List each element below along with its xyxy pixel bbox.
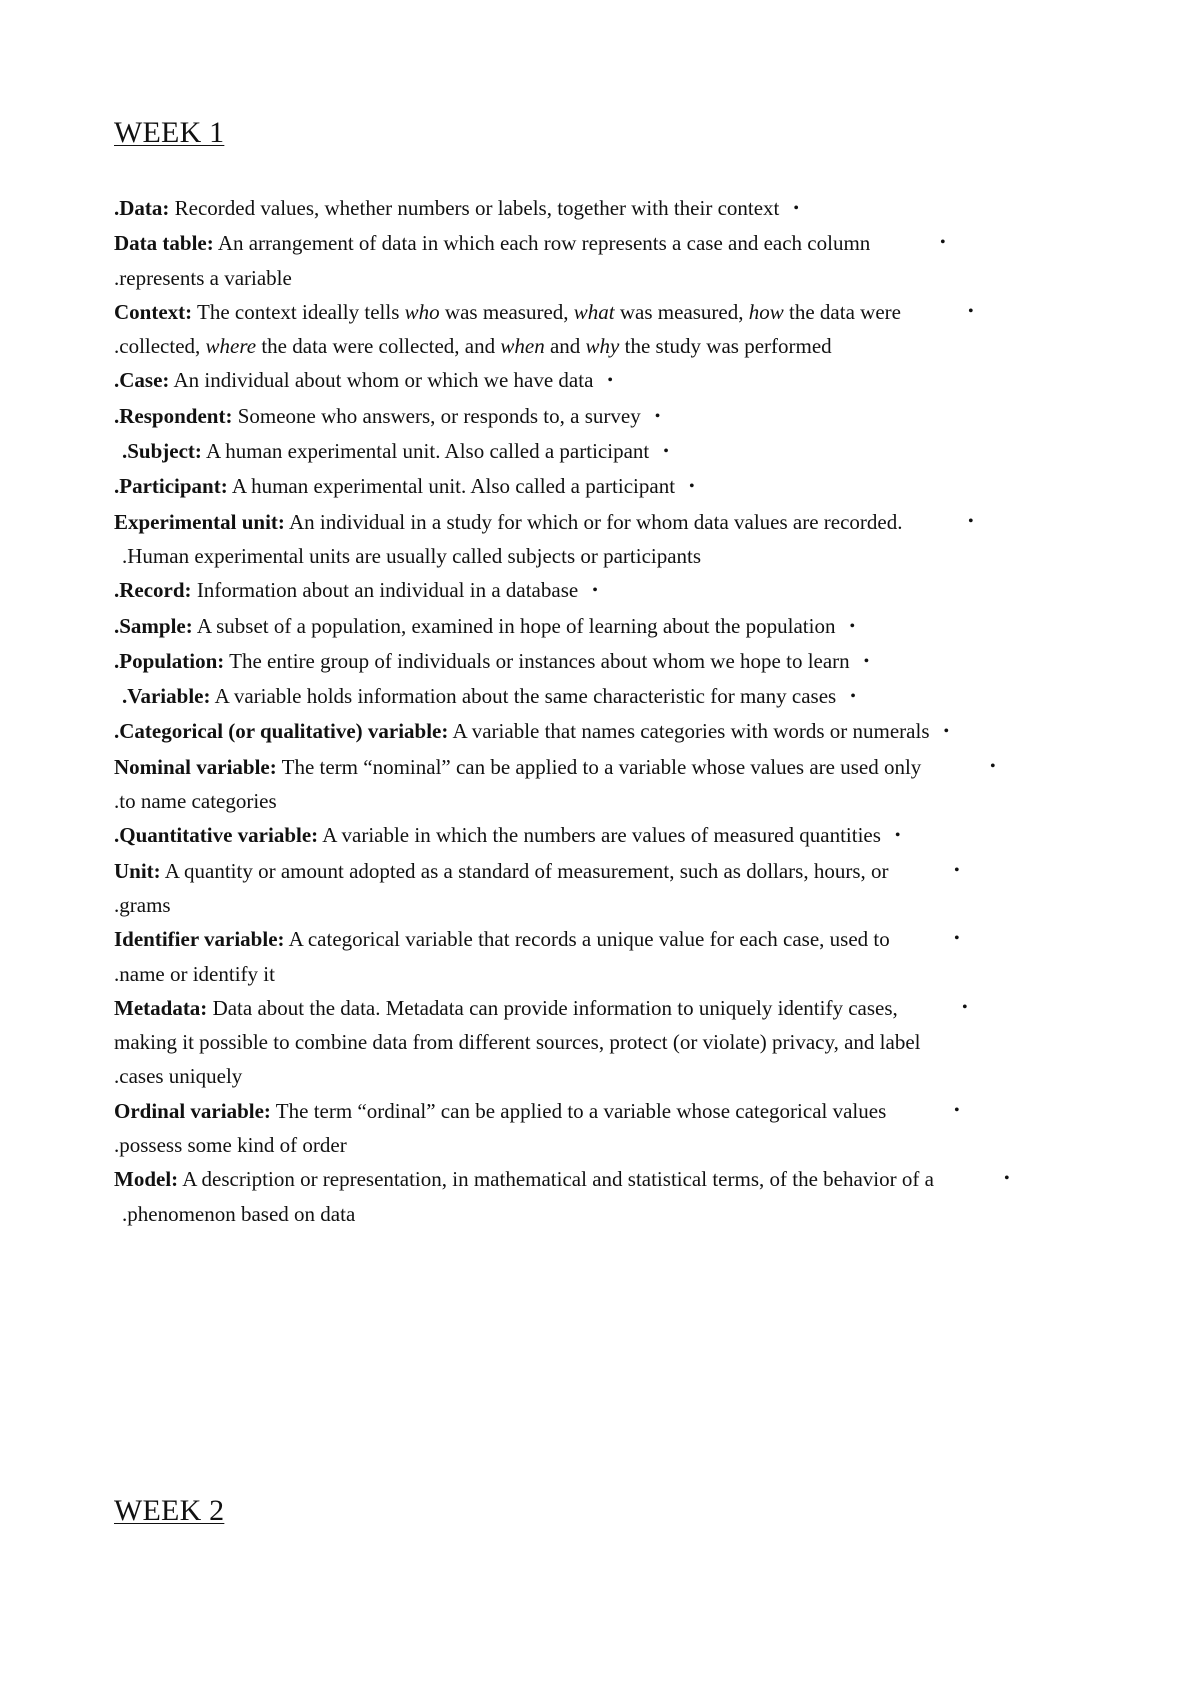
- entry-line: [114, 679, 1114, 714]
- emphasis-who: who: [404, 299, 440, 324]
- bullet-icon: •: [849, 617, 856, 635]
- entry-definition: the data were: [783, 299, 901, 324]
- glossary-entry-record: [114, 573, 1114, 608]
- glossary-entry-model: [114, 1162, 1114, 1231]
- entry-line: [114, 363, 1114, 398]
- glossary-entry-experimental-unit: [114, 505, 1114, 574]
- entry-term: Unit:: [114, 858, 161, 883]
- glossary-entry-sample: [114, 609, 1114, 644]
- entry-term: Identifier variable:: [114, 927, 285, 952]
- entry-term: .Subject:: [122, 439, 202, 464]
- entry-term: .Participant:: [114, 474, 228, 499]
- entry-term: Context:: [114, 299, 193, 324]
- entry-definition: A quantity or amount adopted as a standard of measurement, such as dollars, hours, or: [160, 858, 889, 883]
- bullet-icon: •: [968, 512, 974, 530]
- emphasis-why: why: [585, 334, 620, 359]
- entry-line-continued: .name or identify it: [114, 961, 275, 986]
- emphasis-how: how: [748, 299, 784, 324]
- entry-term: Experimental unit:: [114, 509, 285, 534]
- glossary-entry-data-table: [114, 226, 1114, 295]
- entry-definition: The term “ordinal” can be applied to a variable whose categorical values: [270, 1098, 887, 1123]
- entry-definition: Information about an individual in a database: [191, 578, 579, 603]
- glossary-entry-quantitative-variable: [114, 818, 1114, 853]
- entry-line: [114, 295, 1114, 329]
- entry-definition: A variable holds information about the same characteristic for many cases: [210, 684, 837, 709]
- entry-line: [114, 818, 1114, 853]
- glossary-entry-identifier-variable: [114, 922, 1114, 991]
- bullet-icon: •: [954, 930, 960, 948]
- entry-definition: A categorical variable that records a unique value for each case, used to: [284, 927, 890, 952]
- entry-term: .Quantitative variable:: [114, 823, 319, 848]
- glossary-entry-participant: [114, 469, 1114, 504]
- entry-line-continued: .to name categories: [114, 789, 277, 814]
- entry-definition: Data about the data. Metadata can provide information to uniquely identify cases,: [207, 995, 898, 1020]
- entry-line-continued: .grams: [114, 892, 171, 917]
- entry-definition: An arrangement of data in which each row represents a case and each column: [213, 231, 871, 256]
- glossary-list: [114, 191, 1114, 1231]
- glossary-entry-nominal-variable: [114, 750, 1114, 819]
- entry-line: [114, 399, 1114, 434]
- entry-line: [114, 573, 1114, 608]
- entry-term: .Data:: [114, 196, 170, 220]
- entry-definition: The context ideally tells: [192, 299, 405, 324]
- bullet-icon: •: [940, 234, 946, 252]
- entry-definition: A subset of a population, examined in hope of learning about the population: [192, 613, 836, 638]
- glossary-entry-unit: [114, 854, 1114, 923]
- emphasis-what: what: [573, 299, 615, 324]
- entry-line-continued: making it possible to combine data from different sources, protect (or violate) privacy, and label: [114, 1030, 921, 1055]
- entry-term: .Record:: [114, 578, 192, 603]
- entry-definition: was measured,: [614, 299, 749, 324]
- bullet-icon: •: [654, 407, 661, 425]
- entry-definition: Someone who answers, or responds to, a survey: [232, 403, 641, 428]
- entry-definition: An individual in a study for which or for whom data values are recorded.: [284, 509, 903, 534]
- glossary-entry-subject: [114, 434, 1114, 469]
- bullet-icon: •: [990, 757, 996, 775]
- glossary-entry-respondent: [114, 399, 1114, 434]
- glossary-entry-variable: [114, 679, 1114, 714]
- entry-definition: Recorded values, whether numbers or labels, together with their context: [169, 196, 780, 220]
- entry-term: Metadata:: [114, 995, 208, 1020]
- entry-definition: A human experimental unit. Also called a participant: [227, 474, 676, 499]
- week-2-heading: WEEK 2: [114, 1494, 225, 1527]
- entry-term: .Variable:: [122, 684, 211, 709]
- bullet-icon: •: [850, 688, 856, 706]
- entry-definition: A description or representation, in mathematical and statistical terms, of the behavior of a: [178, 1167, 934, 1192]
- entry-term: .Respondent:: [114, 403, 233, 428]
- entry-term: .Categorical (or qualitative) variable:: [114, 719, 449, 744]
- entry-line: [114, 750, 1114, 784]
- entry-line: [114, 226, 1114, 260]
- glossary-entry-data: [114, 191, 1114, 226]
- entry-line: [114, 644, 1114, 679]
- entry-term: Ordinal variable:: [114, 1098, 271, 1123]
- glossary-entry-case: [114, 363, 1114, 398]
- entry-line: [114, 469, 1114, 504]
- entry-line: [114, 714, 1114, 749]
- bullet-icon: •: [607, 372, 614, 390]
- emphasis-where: where: [205, 334, 257, 359]
- entry-term: .Case:: [114, 368, 170, 393]
- entry-line-continued: [114, 329, 1114, 363]
- glossary-entry-context: [114, 295, 1114, 364]
- entry-definition: The entire group of individuals or instances about whom we hope to learn: [224, 648, 850, 673]
- entry-line: [114, 1094, 1114, 1128]
- bullet-icon: •: [592, 582, 598, 600]
- entry-term: .Population:: [114, 648, 225, 673]
- entry-line-continued: .phenomenon based on data: [122, 1201, 356, 1226]
- entry-line: [114, 854, 1114, 888]
- entry-definition: the study was performed: [619, 334, 832, 359]
- entry-definition: A variable that names categories with words or numerals: [448, 719, 930, 744]
- bullet-icon: •: [863, 652, 870, 670]
- week-1-heading: WEEK 1: [114, 116, 225, 149]
- entry-definition: .collected,: [114, 334, 206, 359]
- emphasis-when: when: [500, 334, 545, 359]
- bullet-icon: •: [689, 478, 695, 496]
- entry-line: [114, 434, 1114, 469]
- entry-definition: and: [544, 334, 586, 359]
- bullet-icon: •: [793, 200, 799, 217]
- entry-definition: An individual about whom or which we have data: [169, 368, 594, 393]
- entry-line-continued: .Human experimental units are usually called subjects or participants: [122, 543, 702, 568]
- glossary-entry-ordinal-variable: [114, 1094, 1114, 1163]
- entry-term: Data table:: [114, 231, 214, 256]
- entry-line: [114, 191, 1114, 226]
- bullet-icon: •: [1004, 1170, 1010, 1188]
- entry-definition: A variable in which the numbers are values of measured quantities: [318, 823, 881, 848]
- entry-definition: was measured,: [439, 299, 574, 324]
- bullet-icon: •: [943, 723, 950, 741]
- entry-line-continued: .possess some kind of order: [114, 1133, 347, 1158]
- entry-term: Model:: [114, 1167, 179, 1192]
- bullet-icon: •: [962, 998, 968, 1016]
- entry-definition: the data were collected, and: [256, 334, 501, 359]
- entry-definition: The term “nominal” can be applied to a variable whose values are used only: [276, 754, 922, 779]
- entry-term: .Sample:: [114, 613, 193, 638]
- entry-line-continued: .represents a variable: [114, 265, 292, 290]
- entry-line: [114, 1162, 1114, 1196]
- entry-line: [114, 609, 1114, 644]
- entry-line: [114, 505, 1114, 539]
- glossary-entry-population: [114, 644, 1114, 679]
- glossary-entry-categorical-variable: [114, 714, 1114, 749]
- glossary-entry-metadata: [114, 991, 1114, 1094]
- entry-definition: A human experimental unit. Also called a participant: [201, 439, 650, 464]
- entry-line-continued: .cases uniquely: [114, 1064, 243, 1089]
- bullet-icon: •: [663, 443, 669, 461]
- entry-line: [114, 922, 1114, 956]
- entry-term: Nominal variable:: [114, 754, 277, 779]
- bullet-icon: •: [894, 827, 901, 845]
- bullet-icon: •: [954, 861, 960, 879]
- bullet-icon: •: [954, 1101, 960, 1119]
- bullet-icon: •: [968, 302, 974, 320]
